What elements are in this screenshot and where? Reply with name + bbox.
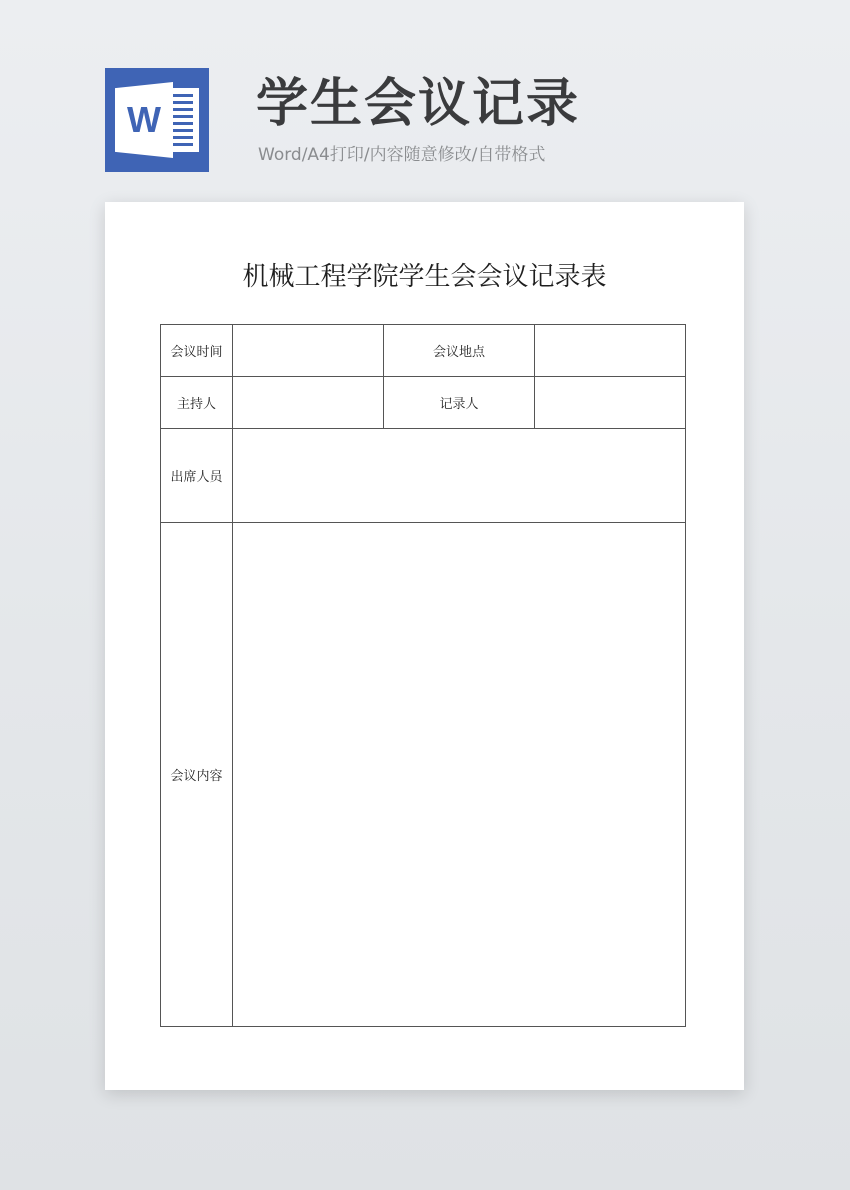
attendees-label: 出席人员 [161,429,233,523]
document-title: 机械工程学院学生会会议记录表 [242,262,607,292]
page-subtitle: Word/A4打印/内容随意修改/自带格式 [258,145,546,165]
document-page [105,202,744,1090]
content-field[interactable] [233,523,686,1027]
word-app-icon [105,68,209,172]
page-title: 学生会议记录 [256,74,581,134]
meeting-time-label: 会议时间 [161,325,233,377]
content-label: 会议内容 [161,523,233,1027]
host-label: 主持人 [161,377,233,429]
recorder-field[interactable] [535,377,686,429]
recorder-label: 记录人 [384,377,535,429]
meeting-time-field[interactable] [233,325,384,377]
table-row [161,429,686,523]
attendees-field[interactable] [233,429,686,523]
meeting-place-label: 会议地点 [384,325,535,377]
table-row [161,325,686,377]
table-row [161,523,686,1027]
meeting-place-field[interactable] [535,325,686,377]
host-field[interactable] [233,377,384,429]
table-row [161,377,686,429]
word-letter: W [127,99,161,140]
meeting-record-table [160,324,686,1027]
